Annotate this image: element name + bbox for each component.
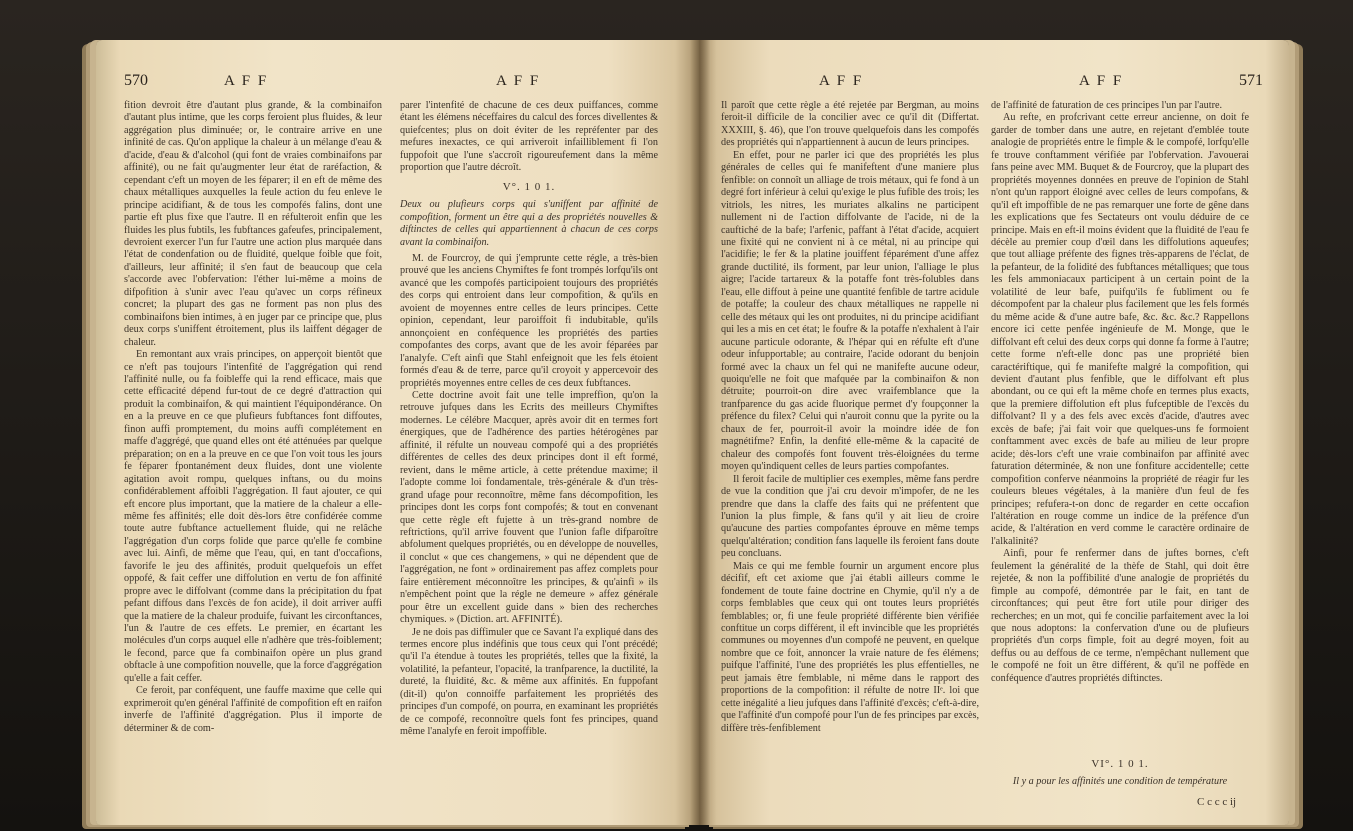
rule-caption: Deux ou plufieurs corps qui s'uniffent par affinité de compofition, forment un être qui a des propriétés nouvelles & diftinctes de celles qui appartiennent à chacun de ces corps avant la combinaifon.: [400, 199, 658, 248]
left-column-2: [400, 100, 658, 790]
paragraph: Mais ce qui me femble fournir un argument encore plus décifif, eft cet axiome que j'ai établi ailleurs comme le fondement de toute faine doctrine en Chymie, qu'il n'y a de corps femblables que ceux qui ont toutes leurs propriétés femblables; or, fi une feule propriété différente bien vérifiée conftitue un corps différent, il eft invincible que les propriétés communes ou moyennes d'un compofé ne peuvent, en quelque nombre que ce foit, annoncer la vraie nature de fes élémens; puifque l'affinité, l'une des propriétés les plus effentielles, ne peut jamais être femblable, ni même dans le rapport des proportions de la compofition: il réfulte de notre IIᵉ. loi que cette inégalité a lieu jufques dans l'affinité d'excès; c'eft-à-dire, que l'affinité d'un compofé pour l'un de fes principes par excès, diffère très-fenfiblement: [721, 560, 979, 734]
left-page: [96, 40, 699, 825]
paragraph: En remontant aux vrais principes, on apperçoit bientôt que ce n'eft pas toujours l'intenfité de l'aggrégation qui rend l'affinité nulle, ou fa foibleffe qui la rend efficace, mais que cette efficacité dépend fur-tout de ce degré d'attraction qui produit la combinaifon, & qui maintient l'équipondérance. On en a la preuve en ce que plufieurs fubftances font diffoutes, finon auffi promptement, du moins auffi complétement en maffe d'aggrégé, que quand elles ont été atténuées par quelque préparation; on en a la preuve en ce que l'on voit tous les jours fe féparer fpontanément deux fluides, dont une violente agitation avoit rompu, quelques inftans, ou du moins confidérablement affoibli l'aggrégation. Il faut ajouter, ce qui eft encore plus important, que la matiere de la chaleur a elle-même fes affinités; elle doit dès-lors être confidérée comme toute autre fubftance actuellement fluide, qui ne relâche l'aggrégation d'un corps folide que parce qu'elle fe combine avec lui. Ainfi, de même que l'eau, qui, en tant d'occafions, favorife le jeu des affinités, produit quelquefois un effet oppofé, & fait ceffer une diffolution en vertu de fon affinité propre avec le diffolvant (comme dans la précipitation du fpat pefant diffous dans l'excès de fon acide), il doit arriver auffi que la matiere de la chaleur produife, fuivant les circonftances, l'un & l'autre de ces effets. Le premier, en écartant les molécules d'un corps auquel elle n'adhère que très-foiblement; le fecond, parce que fa combinaifon opère un plus grand obftacle à une compofition nouvelle, que la force d'aggrégation qu'elle a fait ceffer.: [124, 349, 382, 684]
paragraph: Ainfi, pour fe renfermer dans de juftes bornes, c'eft feulement la généralité de la thèfe de Stahl, qui doit être rejetée, & non la poffibilité d'une analogie de propriétés du fimple au compofé, démontrée par le fait, en tant de circonftances; qui peut être fort utile pour diriger des recherches; en un mot, qui fe concilie parfaitement avec la loi que nous adoptons: la confervation d'une ou de plufieurs propriétés d'un corps fimple, foit au degré moyen, foit au deffus ou au deffous de ce terme, n'empêchant nullement que le compofé ne foit un être différent, & qu'il ne poffède en conféquence d'autres propriétés diftinctes.: [991, 548, 1249, 684]
paragraph: Ce feroit, par conféquent, une fauffe maxime que celle qui exprimeroit qu'en général l'affinité de compofition eft en raifon inverfe de l'affinité d'aggrégation. Plus il importe de déterminer & de com-: [124, 685, 382, 734]
paragraph: Il paroît que cette règle a été rejetée par Bergman, au moins feroit-il difficile de la concilier avec ce qu'il dit (Differtat. XXXIII, §. 46), que l'on trouve quelquefois dans les compofés des propriétés qui n'appartiennent à aucun de leurs principes.: [721, 100, 979, 149]
paragraph: parer l'intenfité de chacune de ces deux puiffances, comme étant les élémens néceffaires du calcul des forces divellentes & quiefcentes; plus on doit éviter de les repréfenter par des mefures inexactes, ce qui arriveroit infailliblement fi l'on fuppofoit que l'une s'accroît rigoureufement dans la même proportion que l'autre décroît.: [400, 100, 658, 174]
right-column-2: [991, 100, 1249, 750]
rule-caption: Il y a pour les affinités une condition de température: [1012, 776, 1228, 788]
paragraph: de l'affinité de faturation de ces principes l'un par l'autre.: [991, 100, 1223, 111]
printer-signature: C c c c ij: [1197, 796, 1237, 808]
right-running-head-2: A F F: [1079, 73, 1124, 89]
right-column-1: [721, 100, 979, 790]
right-page: [699, 40, 1289, 825]
paragraph: Je ne dois pas diffimuler que ce Savant l'a expliqué dans des termes encore plus indéfinis que tous ceux qui l'ont précédé; qu'il l'a étendue à toutes les propriétés, telles que la fixité, la volatilité, la pefanteur, l'opacité, la tranfparence, la ductilité, la dureté, la fluidité, &c. & même aux affinités. En fuppofant (dit-il) qu'on connoiffe parfaitement les propriétés des principes d'un compofé, on pourra, en examinant les propriétés de ce compofé, reconnoître quels font fes principes, quand même l'analyfe en feroit impoffible.: [400, 626, 658, 738]
paragraph: M. de Fourcroy, de qui j'emprunte cette régle, a très-bien prouvé que les anciens Chymiftes fe font trompés lorfqu'ils ont avancé que les compofés participoient toujours des propriétés des corps qui entroient dans leur compofition, & qu'ils en avoient de moyennes entre celles de leurs principes. Cette opinion, cependant, leur paroiffoit fi indubitable, qu'ils annonçoient en conféquence les propriétés des parties compofantes des corps, avant que de les avoir féparées par l'analyfe. C'eft ainfi que Stahl enfeignoit que les fels étoient formés d'eau & de terre, parce qu'il croyoit y appercevoir des propriétés moyennes entre celles de ces deux fubftances.: [400, 252, 658, 389]
section-title: V°. 1 0 1.: [502, 180, 556, 193]
left-column-1: [124, 100, 382, 790]
paragraph: Il feroit facile de multiplier ces exemples, même fans perdre de vue la condition que j'ai cru devoir m'impofer, de ne les prendre que dans la claffe des faits qui ne préfentent que l'union la plus fimple, & fans qu'il y ait lieu de croire qu'aucune des parties compofantes éprouve en même temps quelqu'altération; condition fans laquelle ils feroient fans doute peu concluans.: [721, 473, 979, 560]
left-running-head-1: A F F: [224, 73, 269, 89]
left-page-number: 570: [124, 72, 148, 89]
right-running-head-1: A F F: [819, 73, 864, 89]
paragraph: fition devroit être d'autant plus grande, & la combinaifon d'autant plus intime, que les corps feroient plus fluides, & leur aggrégation plus diminuée; or, le contraire arrive en une infinité de cas. Qu'on applique la chaleur à un mélange d'eau & d'acide, d'eau & d'alcohol (qui font de vraies combinaifons par affinité), ou ne fait qu'augmenter leur état de raréfaction, & cependant c'eft un moyen de les féparer; il en eft de même des chaux métalliques auxquelles la feule action du feu enleve le principe acidifiant, & de tous les compofés falins, dont une partie eft plus fixe que l'autre. Il en réfulteroit enfin que les fluides les plus fubtils, les fubftances gafeufes, principalement, devroient exercer l'un fur l'autre une action plus marquée dans l'état de condenfation ou de fluidité, quelque foible que foit, d'ailleurs, leur affinité; il s'en faut de beaucoup que cela s'accorde avec l'obfervation: l'éther lui-même a moins de difpofition à s'unir avec l'eau qu'avec un corps réfineux concret; la plupart des gas ne forment pas non plus des combinaifons bien intimes, à en juger par ce principe que, plus deux corps s'uniffent étroitement, plus ils laiffent dégager de chaleur.: [124, 100, 382, 348]
right-page-number: 571: [1239, 72, 1263, 89]
paragraph: Au refte, en profcrivant cette erreur ancienne, on doit fe garder de tomber dans une autre, en rejetant d'emblée toute analogie de propriétés entre le fimple & le compofé, lorfqu'elle fe trouve conftamment vérifiée par l'obfervation. J'avouerai fans peine avec MM. Buquet & de Fourcroy, que la plupart des propriétés moyennes données en preuve de l'opinion de Stahl n'ont qu'un rapport éloigné avec celles de leurs compofans, & qu'il eft impoffible de ne pas remarquer une forte de gêne dans les explications que fes Sectateurs ont voulu déduire de ce principe. Mais en eft-il moins évident que la fluidité de l'eau fe décèle au premier coup d'œil dans les diffolutions aqueufes; que tout alliage préfente des fignes très-apparens de l'éclat, de la pefanteur, de la folidité des fubftances métalliques; que tous les fels ammoniacaux participent à un certain point de la volatilité de leur bafe, puifqu'ils fe fubliment ou fe décompofent par la chaleur plus facilement que les fels formés du même acide & d'une autre bafe, &c. &c. &c.? Rappellons encore ici cette penfée ingénieufe de M. Monge, que le diffolvant eft celui des deux corps qui donne fa forme à l'autre; cette forme n'eft-elle donc pas une propriété bien caractériftique, qui fe manifefte malgré la compofition, qui devient d'autant plus fenfible, que le diffolvant eft plus abondant, ou ce qui eft la même chofe en termes plus exacts, que la premiere diffolution eft plus fufceptible de l'excès du diffolvant? Il y a des fels avec excès d'acide, d'autres avec excès de bafe; j'ai fait voir que quelques-uns fe formoient conftamment avec excès de bafe au milieu de leur propre acide; dès-lors c'eft une vraie combinaifon par affinité avec faturation déterminée, & non une fonfiture accidentelle; cette compofition conferve néanmoins la propriété de réagir fur les couleurs bleues végétales, à la manière d'un feul de fes principes; refufera-t-on donc de regarder en cette occafion l'altération en rouge comme un indice de la préfence d'un acide, & l'altération en verd comme le caractère ordinaire de l'alkalinité?: [991, 112, 1249, 547]
right-column-2-footer: [991, 752, 1249, 793]
paragraph: Cette doctrine avoit fait une telle impreffion, qu'on la retrouve jufques dans les Ecrits des meilleurs Chymiftes modernes. Le célébre Macquer, après avoir dit en termes fort énergiques, que de l'adhérence des parties hétérogènes par affinité, il réfulte un nouveau compofé qui a des propriétés différentes de celles des deux principes dont il eft formé, revient, dans le même article, à cette prétendue maxime; il l'adopte comme loi fondamentale, très-générale & d'un très-grand ufage pour reconnoître, même fans décompofition, les principes dont les corps font compofés; & tout en convenant que cette règle eft fujette à un très-grand nombre de reftrictions, qu'il arrive fouvent que l'union fafle difparoître abfolument quelques propriétés, ou en développe de nouvelles, il conclut « que ces changemens, » qui ne dépendent que de l'aggrégation, ne font » ordinairement pas affez complets pour faire entièrement méconnoître les principes, & qu'ainfi » ils n'empêchent point que la régle ne demeure » affez générale pour être un excellent guide dans » bien des recherches chymiques. » (Diction. art. AFFINITÉ).: [400, 389, 658, 626]
paragraph: En effet, pour ne parler ici que des propriétés les plus générales de celles qui fe manifeftent d'une maniere plus fenfible: on connoît un alliage de trois métaux, qui fe fond à un degré fort inférieur à celui qu'exige le plus fufible des trois; les vitriols, les nitres, les muriates alkalins ne participent nullement ni de l'action diffolvante de l'acide, ni de la cauftiché de la bafe; l'arfenic, paffant à l'état d'acide, acquiert une fixité qui ne convient ni à ce métal, ni au principe qui l'acidifie; le fer & la platine jouiffent féparément d'une affez grande ductilité, ils forment, par leur union, l'alliage le plus aigre; l'acide tartareux & la potaffe font très-folubles dans l'eau, elle diffout à peine une quantité fenfible de tartre acidule de potaffe; la couleur des chaux métalliques ne rappelle ni celle des métaux qui les ont produites, ni du principe acidifiant qui les a mis en cet état; le foufre & la potaffe n'exhalent à l'air aucune particule odorante, & l'hépar qui en réfulte eft d'une odeur infupportable; au contraire, l'acide odorant du benjoin formé avec la chaux un fel qui ne manifefte aucune odeur, quoiqu'elle ne foit que mafquée par la combinaifon & non détruite; pourroit-on dire avec vraifemblance que la tranfparence du gas acide fluorique permet d'y foupçonner la préfence du filex? Celui qui n'auroit connu que la pyrite ou la chaux de fer, pourroit-il avoir la moindre idée de fon magnétifme? Enfin, la denfité elle-même & la capacité de chaleur des compofés font fouvent très-éloignées du terme moyen qu'indiquent celles de leurs parties compofantes.: [721, 149, 979, 473]
left-running-head-2: A F F: [496, 73, 541, 89]
section-title: VI°. 1 0 1.: [1091, 758, 1149, 770]
